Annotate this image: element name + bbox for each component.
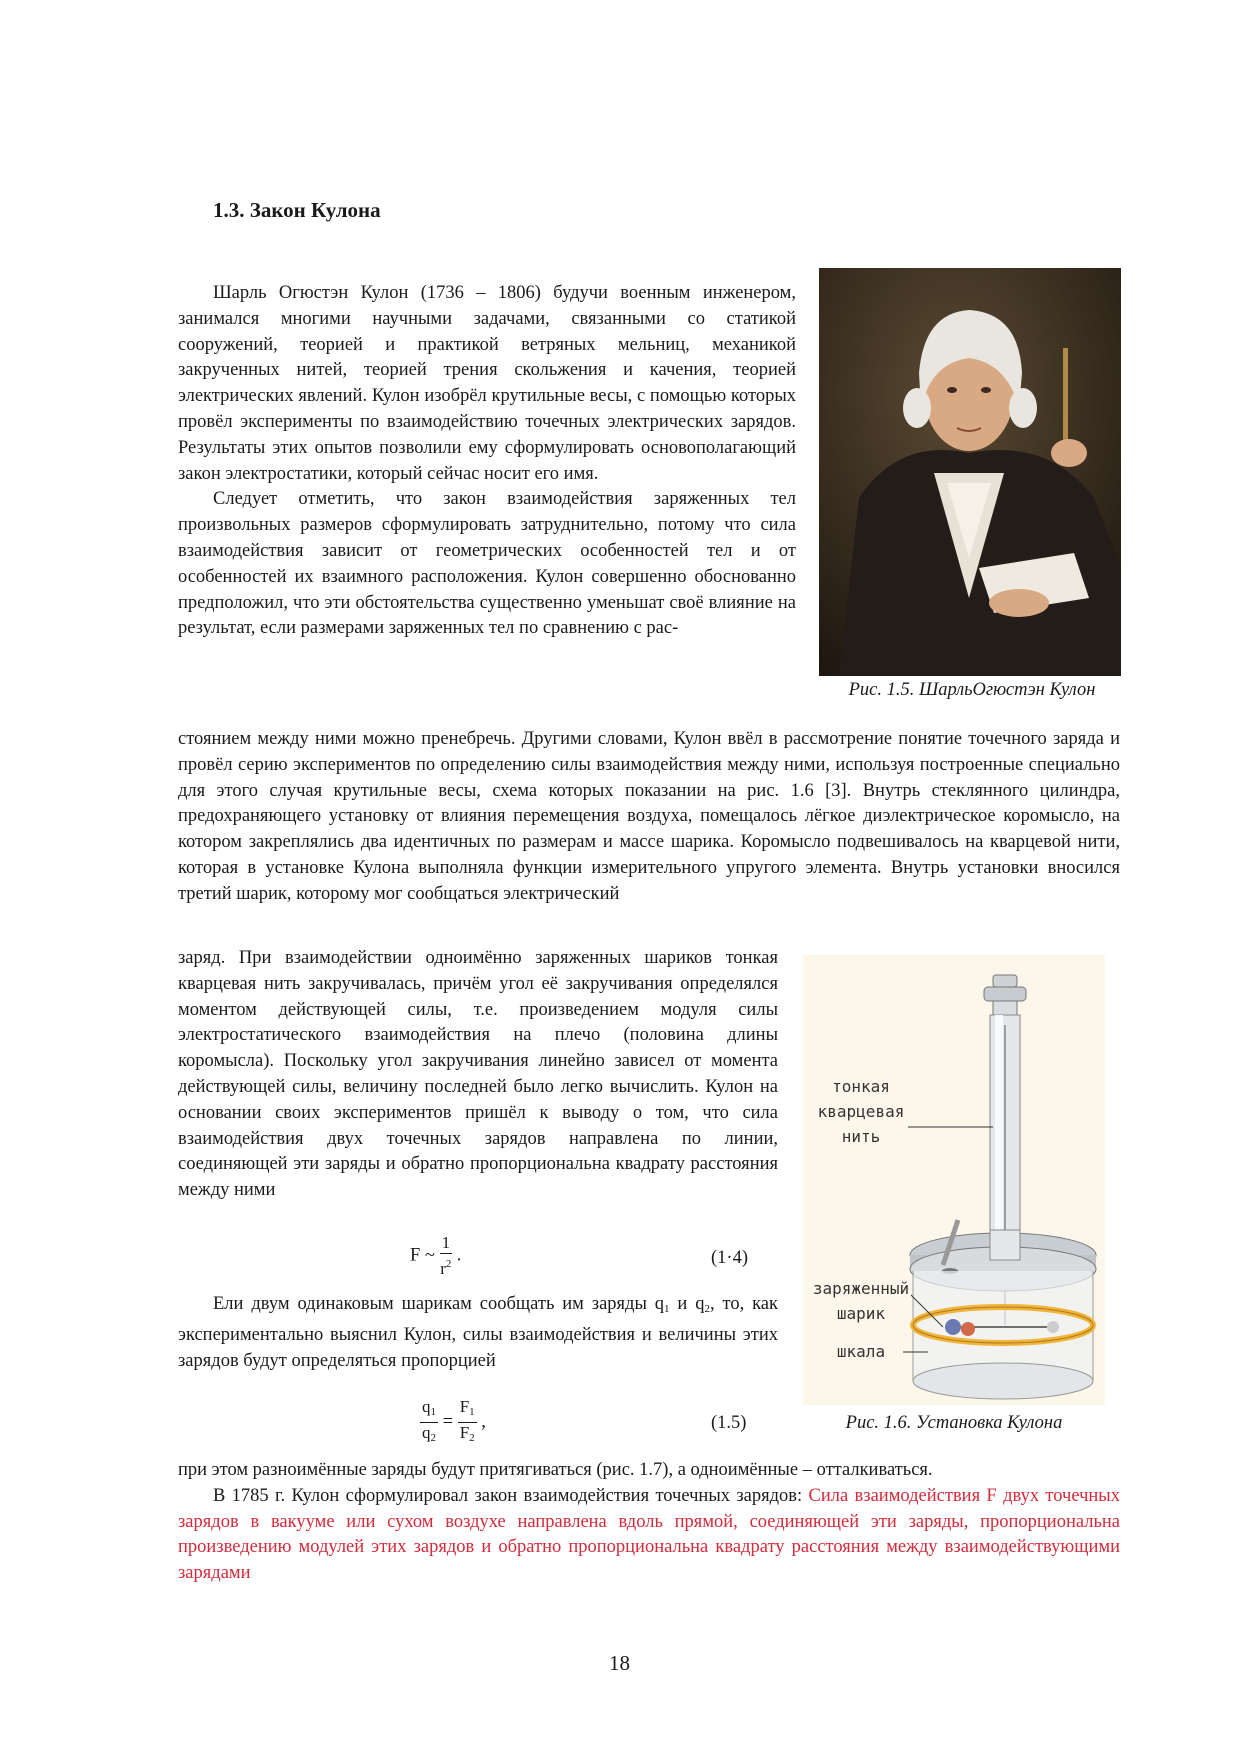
section-heading: 1.3. Закон Кулона bbox=[213, 198, 381, 222]
eq5-n2-sub: 1 bbox=[469, 1406, 475, 1418]
para3-text-2: и q bbox=[669, 1294, 705, 1314]
eq4-numerator: 1 bbox=[441, 1233, 451, 1252]
eq4-den-exponent: 2 bbox=[445, 1258, 452, 1270]
equation-1-4-number: (1·4) bbox=[711, 1248, 748, 1268]
page-number: 18 bbox=[609, 1651, 630, 1675]
text-full-width bbox=[178, 727, 1120, 908]
eq5-equals: = bbox=[442, 1411, 454, 1432]
eq4-denominator bbox=[440, 1254, 453, 1279]
eq5-d2: F bbox=[459, 1423, 470, 1442]
label-scale: шкала bbox=[836, 1342, 886, 1361]
eq5-d2-sub: 2 bbox=[469, 1432, 475, 1444]
equation-1-4 bbox=[410, 1233, 461, 1279]
portrait-caption: Рис. 1.5. ШарльОгюстэн Кулон bbox=[848, 680, 1096, 700]
label-thread-3: нить bbox=[841, 1127, 881, 1146]
paragraph-biography: Шарль Огюстэн Кулон (1736 – 1806) будучи военным инженером, занимался многими научными задачами, связанными со статикой сооружений, теорией и практикой ветряных мельниц, механикой закрученных нитей, теорией трения скольжения и качения, теорией электрических явлений. Кулон изобрёл крутильные весы, с помощью которых провёл эксперименты по взаимодействию точечных электрических зарядов. Результаты этих опытов позволили ему сформулировать основополагающий закон электростатики, который сейчас носит его имя. bbox=[178, 283, 796, 484]
coulomb-portrait-image bbox=[819, 268, 1121, 676]
equation-1-5-number: (1.5) bbox=[711, 1413, 747, 1433]
eq5-q-denominator bbox=[420, 1423, 438, 1448]
label-ball-2: шарик bbox=[836, 1304, 886, 1323]
label-thread-1: тонкая bbox=[832, 1077, 890, 1096]
eq5-n1-sub: 1 bbox=[430, 1406, 436, 1418]
text-charges bbox=[178, 1292, 778, 1374]
apparatus-caption: Рис. 1.6. Установка Кулона bbox=[845, 1413, 1063, 1433]
eq5-d1: q bbox=[422, 1423, 431, 1442]
eq4-tail: . bbox=[456, 1245, 462, 1266]
paragraph-charges bbox=[178, 1292, 778, 1374]
equation-1-5 bbox=[420, 1397, 486, 1448]
text-column-top bbox=[178, 281, 796, 642]
label-thread-2: кварцевая bbox=[817, 1102, 905, 1121]
text-column-bottom bbox=[178, 946, 778, 1204]
eq5-d1-sub: 2 bbox=[430, 1432, 436, 1444]
eq4-lhs: F ~ bbox=[410, 1245, 435, 1266]
eq5-f-numerator bbox=[458, 1397, 477, 1423]
para3-sub-1: 1 bbox=[664, 1303, 670, 1315]
law-intro: В 1785 г. Кулон сформулировал закон взаимодействия точечных зарядов: bbox=[213, 1485, 809, 1506]
paragraph-torsion: заряд. При взаимодействии одноимённо заряженных шариков тонкая кварцевая нить закручивалась, причём угол её закручивания определялся моментом действующей силы, т.е. произведением модуля силы электростатического взаимодействия на плечо (половина длины коромысла). Поскольку угол закручивания линейно зависел от момента действующей силы, величину последней было легко вычислить. Кулон на основании своих экспериментов пришёл к выводу о том, что сила взаимодействия двух точечных зарядов направлена по линии, соединяющей эти заряды и обратно пропорциональна квадрату расстояния между ними bbox=[178, 948, 778, 1201]
eq5-n2: F bbox=[459, 1397, 470, 1416]
eq5-fraction-q bbox=[420, 1397, 438, 1448]
eq4-fraction bbox=[440, 1233, 453, 1279]
law-definition: Сила взаимодействия F двух точечных зарядов в вакууме или сухом воздухе направлена вдоль прямой, соединяющей эти заряды, пропорциональна произведению модулей этих зарядов и обратно пропорциональна квадрату расстояния между взаимодействующими зарядами bbox=[178, 1485, 1120, 1584]
paragraph-attraction: при этом разноимённые заряды будут притягиваться (рис. 1.7), а одноимённые – отталкиваться. bbox=[178, 1460, 933, 1480]
para3-text-1: Ели двум одинаковым шарикам сообщать им заряды q bbox=[213, 1294, 665, 1314]
paragraph-point-charge-b: стоянием между ними можно пренебречь. Другими словами, Кулон ввёл в рассмотрение понятие точечного заряда и провёл серию экспериментов по определению силы взаимодействия между ними, используя построенные специально для этого случая крутильные весы, схема которых показании на рис. 1.6 [3]. Внутрь стеклянного цилиндра, предохраняющего установку от влияния перемещения воздуха, помещалось лёгкое диэлектрическое коромысло, на котором закреплялись два идентичных по размерам и массе шарика. Коромысло подвешивалось на кварцевой нити, которая в установке Кулона выполняла функции измерительного упругого элемента. Внутрь установки вносился третий шарик, которому мог сообщаться электрический bbox=[178, 729, 1120, 904]
eq5-tail: , bbox=[481, 1411, 486, 1432]
eq5-f-denominator bbox=[458, 1423, 477, 1448]
paragraph-point-charge-a: Следует отметить, что закон взаимодействия заряженных тел произвольных размеров сформулировать затруднительно, потому что сила взаимодействия зависит от геометрических особенностей тел и от особенностей их взаимного расположения. Кулон совершенно обоснованно предположил, что эти обстоятельства существенно уменьшат своё влияние на результат, если размерами заряженных тел по сравнению с рас- bbox=[178, 489, 796, 639]
label-ball-1: заряженный bbox=[812, 1279, 910, 1298]
eq5-fraction-f bbox=[458, 1397, 477, 1448]
eq5-q-numerator bbox=[420, 1397, 438, 1423]
eq5-n1: q bbox=[422, 1397, 431, 1416]
para3-sub-2: 2 bbox=[704, 1303, 710, 1315]
text-bottom bbox=[178, 1458, 1120, 1587]
eq4-den-base: r bbox=[440, 1259, 446, 1278]
coulomb-apparatus-image bbox=[803, 955, 1105, 1405]
para3-text-3: , то, как экспериментально выяснил Кулон, силы взаимодействия и величины этих зарядов будут определяться пропорцией bbox=[178, 1294, 779, 1371]
paragraph-law bbox=[178, 1484, 1120, 1587]
